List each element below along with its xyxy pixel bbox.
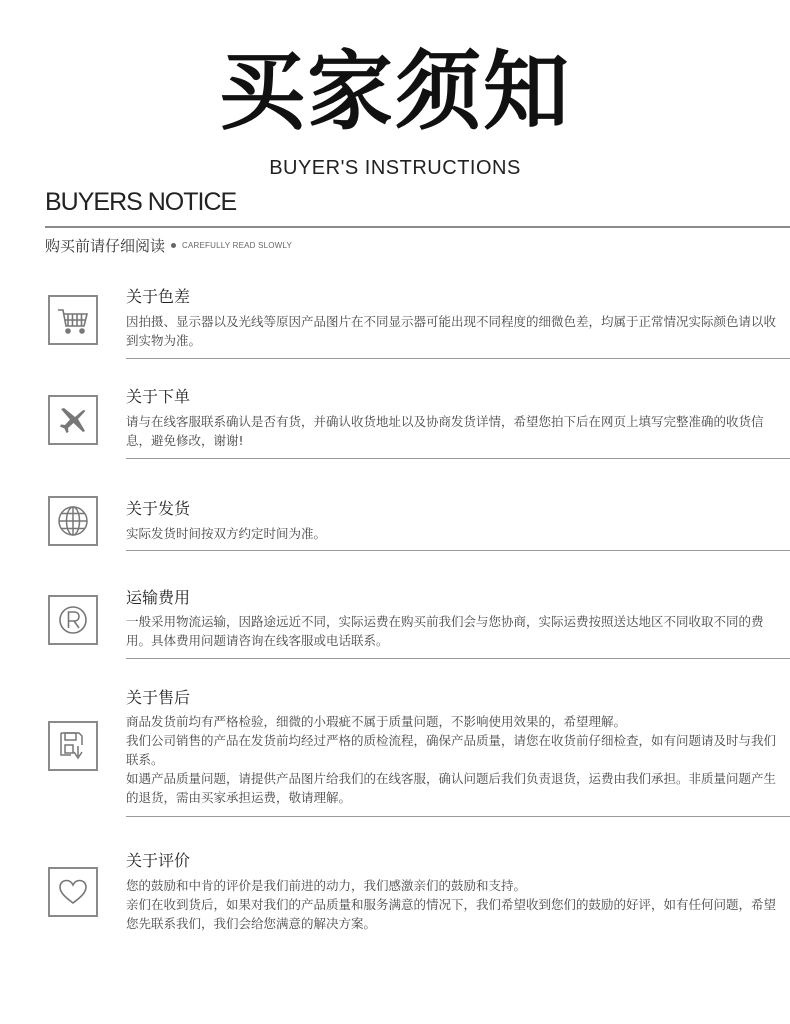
icon-frame	[48, 721, 98, 771]
section-divider	[126, 816, 790, 817]
section-divider	[126, 358, 790, 359]
globe-icon	[55, 503, 91, 539]
airplane-icon	[55, 402, 91, 438]
page-title: 买家须知	[219, 42, 571, 142]
shopping-cart-icon	[55, 302, 91, 338]
section-paragraph: 实际发货时间按双方约定时间为准。	[126, 526, 327, 541]
section-title: 关于评价	[126, 851, 191, 870]
section-title: 关于售后	[126, 688, 191, 707]
section-paragraph: 请与在线客服联系确认是否有货，并确认收货地址以及协商发货详情，希望您拍下后在网页上填写完整准确的收货信息，避免修改，谢谢!	[126, 414, 764, 448]
section-paragraph: 一般采用物流运输，因路途远近不同，实际运费在购买前我们会与您协商，实际运费按照送达地区不同收取不同的费用。具体费用问题请咨询在线客服或电话联系。	[126, 614, 764, 648]
bullet-dot	[171, 243, 176, 248]
section-body	[126, 876, 776, 933]
section-divider	[126, 550, 790, 551]
notice-heading: BUYERS NOTICE	[45, 188, 237, 216]
registered-icon	[55, 602, 91, 638]
section-paragraph: 您的鼓励和中肯的评价是我们前进的动力，我们感激亲们的鼓励和支持。	[126, 878, 527, 893]
read-carefully-en: CAREFULLY READ SLOWLY	[182, 241, 293, 250]
section-body	[126, 412, 776, 450]
icon-frame	[48, 496, 98, 546]
section-title: 关于发货	[126, 499, 191, 518]
section-paragraph: 我们公司销售的产品在发货前均经过严格的质检流程，确保产品质量，请您在收货前仔细检查，如有问题请及时与我们联系。	[126, 733, 777, 767]
icon-frame	[48, 295, 98, 345]
section-paragraph: 商品发货前均有严格检验，细微的小瑕疵不属于质量问题，不影响使用效果的，希望理解。	[126, 714, 627, 729]
read-carefully-row	[45, 235, 292, 256]
icon-frame	[48, 395, 98, 445]
section-paragraph: 如遇产品质量问题，请提供产品图片给我们的在线客服，确认问题后我们负责退货，运费由我们承担。非质量问题产生的退货，需由买家承担运费，敬请理解。	[126, 771, 777, 805]
heart-icon	[55, 874, 91, 910]
save-download-icon	[55, 728, 91, 764]
section-divider	[126, 658, 790, 659]
notice-divider	[45, 226, 790, 228]
icon-frame	[48, 595, 98, 645]
section-body	[126, 524, 776, 543]
section-body	[126, 312, 776, 350]
section-divider	[126, 458, 790, 459]
page-subtitle: BUYER'S INSTRUCTIONS	[269, 157, 521, 179]
section-title: 关于色差	[126, 287, 191, 306]
section-body	[126, 612, 776, 650]
read-carefully-cn: 购买前请仔细阅读	[45, 237, 166, 255]
section-paragraph: 因拍摄、显示器以及光线等原因产品图片在不同显示器可能出现不同程度的细微色差，均属于正常情况实际颜色请以收到实物为准。	[126, 314, 777, 348]
section-paragraph: 亲们在收到货后，如果对我们的产品质量和服务满意的情况下，我们希望收到您们的鼓励的好评，如有任何问题，希望您先联系我们，我们会给您满意的解决方案。	[126, 897, 777, 931]
section-title: 运输费用	[126, 588, 191, 607]
icon-frame	[48, 867, 98, 917]
section-title: 关于下单	[126, 387, 191, 406]
section-body	[126, 712, 776, 807]
